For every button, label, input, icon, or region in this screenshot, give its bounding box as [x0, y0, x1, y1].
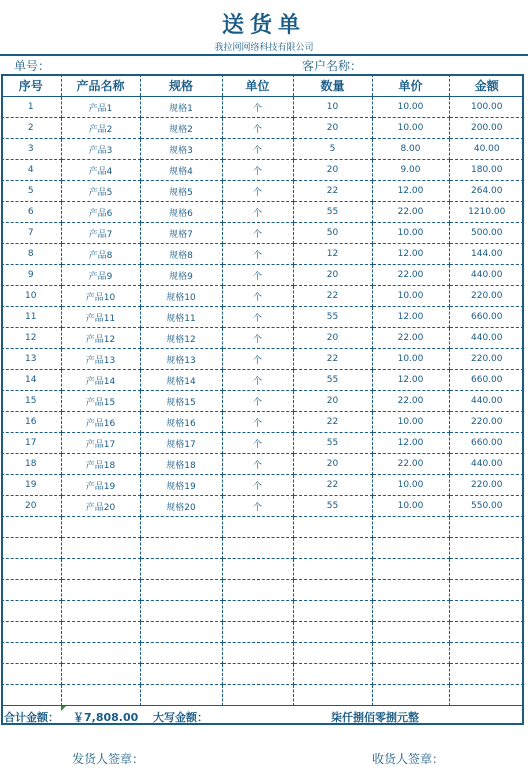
cell-index[interactable]: 13: [1, 349, 61, 370]
cell-index[interactable]: 17: [1, 433, 61, 454]
cell-amount[interactable]: 500.00: [449, 223, 524, 244]
cell-unit-price[interactable]: 22.00: [372, 391, 449, 412]
company-name: 我拉网网络科技有限公司: [214, 43, 314, 53]
cell-unit-price[interactable]: 10.00: [372, 349, 449, 370]
cell-index[interactable]: 3: [1, 139, 61, 160]
cell-index[interactable]: 4: [1, 160, 61, 181]
cell-unit[interactable]: 个: [222, 475, 293, 496]
cell-unit[interactable]: 个: [222, 223, 293, 244]
cell-amount[interactable]: 220.00: [449, 349, 524, 370]
cell-index[interactable]: 8: [1, 244, 61, 265]
cell-unit[interactable]: 个: [222, 97, 293, 118]
cell-amount[interactable]: 1210.00: [449, 202, 524, 223]
column-header[interactable]: 序号: [1, 74, 61, 97]
cell-amount[interactable]: 200.00: [449, 118, 524, 139]
cell-spec[interactable]: 规格18: [140, 454, 222, 475]
cell-unit[interactable]: 个: [222, 181, 293, 202]
cell-unit-price[interactable]: 8.00: [372, 139, 449, 160]
cell-quantity[interactable]: 20: [293, 454, 372, 475]
cell-amount[interactable]: 660.00: [449, 370, 524, 391]
cell-spec[interactable]: 规格13: [140, 349, 222, 370]
cell-quantity[interactable]: 55: [293, 433, 372, 454]
cell-quantity[interactable]: 20: [293, 118, 372, 139]
cell-quantity[interactable]: 55: [293, 307, 372, 328]
cell-quantity[interactable]: 22: [293, 349, 372, 370]
cell-product-name[interactable]: 产品16: [61, 412, 140, 433]
cell-quantity[interactable]: 20: [293, 391, 372, 412]
cell-unit[interactable]: 个: [222, 454, 293, 475]
cell-index[interactable]: 18: [1, 454, 61, 475]
cell-amount[interactable]: 440.00: [449, 265, 524, 286]
cell-amount[interactable]: 660.00: [449, 433, 524, 454]
cell-quantity[interactable]: 12: [293, 244, 372, 265]
cell-spec[interactable]: 规格5: [140, 181, 222, 202]
cell-index[interactable]: 10: [1, 286, 61, 307]
cell-product-name[interactable]: 产品10: [61, 286, 140, 307]
cell-spec[interactable]: 规格17: [140, 433, 222, 454]
cell-unit-price[interactable]: 22.00: [372, 265, 449, 286]
column-header[interactable]: 金额: [449, 74, 524, 97]
cell-spec[interactable]: 规格3: [140, 139, 222, 160]
cell-amount[interactable]: 440.00: [449, 328, 524, 349]
cell-product-name[interactable]: 产品4: [61, 160, 140, 181]
shipper-signature-label: 发货人签章：: [72, 752, 145, 766]
cell-quantity[interactable]: 55: [293, 370, 372, 391]
uppercase-amount-label: 大写金额：: [153, 711, 208, 724]
cell-amount[interactable]: 100.00: [449, 97, 524, 118]
cell-unit-price[interactable]: 12.00: [372, 370, 449, 391]
cell-product-name[interactable]: 产品6: [61, 202, 140, 223]
cell-product-name[interactable]: 产品17: [61, 433, 140, 454]
cell-amount[interactable]: 220.00: [449, 286, 524, 307]
receiver-signature-label: 收货人签章：: [372, 752, 445, 766]
cell-product-name[interactable]: 产品11: [61, 307, 140, 328]
cell-spec[interactable]: 规格8: [140, 244, 222, 265]
cell-product-name[interactable]: 产品1: [61, 97, 140, 118]
cell-product-name[interactable]: 产品5: [61, 181, 140, 202]
cell-unit[interactable]: 个: [222, 412, 293, 433]
cell-quantity[interactable]: 22: [293, 286, 372, 307]
cell-spec[interactable]: 规格20: [140, 496, 222, 517]
page-title: 送货单: [221, 13, 306, 38]
cell-unit[interactable]: 个: [222, 244, 293, 265]
cell-unit-price[interactable]: 12.00: [372, 307, 449, 328]
cell-index[interactable]: 15: [1, 391, 61, 412]
cell-unit[interactable]: 个: [222, 286, 293, 307]
cell-unit[interactable]: 个: [222, 202, 293, 223]
cell-index[interactable]: 7: [1, 223, 61, 244]
cell-spec[interactable]: 规格6: [140, 202, 222, 223]
cell-unit[interactable]: 个: [222, 496, 293, 517]
cell-product-name[interactable]: 产品15: [61, 391, 140, 412]
cell-amount[interactable]: 220.00: [449, 412, 524, 433]
cell-spec[interactable]: 规格15: [140, 391, 222, 412]
cell-unit-price[interactable]: 12.00: [372, 244, 449, 265]
cell-amount[interactable]: 440.00: [449, 454, 524, 475]
uppercase-amount-value[interactable]: 柒仟捌佰零捌元整: [331, 711, 419, 724]
cell-quantity[interactable]: 10: [293, 97, 372, 118]
cell-product-name[interactable]: 产品13: [61, 349, 140, 370]
cell-unit-price[interactable]: 22.00: [372, 328, 449, 349]
order-number-label: 单号：: [14, 59, 51, 73]
cell-product-name[interactable]: 产品19: [61, 475, 140, 496]
cell-quantity[interactable]: 55: [293, 202, 372, 223]
cell-unit-price[interactable]: 10.00: [372, 412, 449, 433]
cell-amount[interactable]: 660.00: [449, 307, 524, 328]
cell-spec[interactable]: 规格14: [140, 370, 222, 391]
cell-spec[interactable]: 规格19: [140, 475, 222, 496]
cell-unit-price[interactable]: 22.00: [372, 202, 449, 223]
total-amount-label: 合计金额：: [4, 711, 59, 724]
cell-unit-price[interactable]: 10.00: [372, 475, 449, 496]
cell-index[interactable]: 11: [1, 307, 61, 328]
cell-index[interactable]: 9: [1, 265, 61, 286]
cell-index[interactable]: 6: [1, 202, 61, 223]
cell-index[interactable]: 5: [1, 181, 61, 202]
cell-product-name[interactable]: 产品7: [61, 223, 140, 244]
cell-unit[interactable]: 个: [222, 349, 293, 370]
cell-product-name[interactable]: 产品12: [61, 328, 140, 349]
cell-unit-price[interactable]: 10.00: [372, 286, 449, 307]
cell-amount[interactable]: 144.00: [449, 244, 524, 265]
column-header[interactable]: 数量: [293, 74, 372, 97]
cell-quantity[interactable]: 20: [293, 160, 372, 181]
cell-product-name[interactable]: 产品20: [61, 496, 140, 517]
cell-unit[interactable]: 个: [222, 328, 293, 349]
cell-quantity[interactable]: 50: [293, 223, 372, 244]
table-border: [1, 74, 524, 725]
cell-index[interactable]: 16: [1, 412, 61, 433]
cell-quantity[interactable]: 55: [293, 496, 372, 517]
column-header[interactable]: 单价: [372, 74, 449, 97]
cell-amount[interactable]: 264.00: [449, 181, 524, 202]
cell-spec[interactable]: 规格1: [140, 97, 222, 118]
cell-unit-price[interactable]: 10.00: [372, 496, 449, 517]
cell-unit[interactable]: 个: [222, 160, 293, 181]
cell-unit-price[interactable]: 10.00: [372, 223, 449, 244]
cell-index[interactable]: 1: [1, 97, 61, 118]
cell-comment-marker: [61, 706, 66, 711]
column-header[interactable]: 单位: [222, 74, 293, 97]
cell-spec[interactable]: 规格12: [140, 328, 222, 349]
cell-unit[interactable]: 个: [222, 391, 293, 412]
cell-quantity[interactable]: 20: [293, 328, 372, 349]
cell-amount[interactable]: 440.00: [449, 391, 524, 412]
totals-row: [1, 705, 524, 726]
cell-quantity[interactable]: 22: [293, 475, 372, 496]
cell-unit[interactable]: 个: [222, 433, 293, 454]
cell-product-name[interactable]: 产品9: [61, 265, 140, 286]
cell-amount[interactable]: 40.00: [449, 139, 524, 160]
cell-amount[interactable]: 220.00: [449, 475, 524, 496]
cell-unit[interactable]: 个: [222, 265, 293, 286]
cell-unit-price[interactable]: 12.00: [372, 433, 449, 454]
column-header[interactable]: 产品名称: [61, 74, 140, 97]
header-divider: [0, 54, 528, 56]
cell-product-name[interactable]: 产品8: [61, 244, 140, 265]
cell-unit[interactable]: 个: [222, 139, 293, 160]
customer-name-label: 客户名称：: [302, 59, 363, 73]
cell-unit-price[interactable]: 10.00: [372, 97, 449, 118]
total-amount-value[interactable]: ￥7,808.00: [73, 711, 139, 724]
cell-product-name[interactable]: 产品3: [61, 139, 140, 160]
cell-spec[interactable]: 规格4: [140, 160, 222, 181]
cell-unit-price[interactable]: 10.00: [372, 118, 449, 139]
cell-index[interactable]: 2: [1, 118, 61, 139]
cell-quantity[interactable]: 22: [293, 181, 372, 202]
cell-quantity[interactable]: 22: [293, 412, 372, 433]
cell-spec[interactable]: 规格10: [140, 286, 222, 307]
cell-index[interactable]: 19: [1, 475, 61, 496]
cell-unit[interactable]: 个: [222, 370, 293, 391]
cell-spec[interactable]: 规格7: [140, 223, 222, 244]
cell-index[interactable]: 14: [1, 370, 61, 391]
cell-spec[interactable]: 规格16: [140, 412, 222, 433]
cell-amount[interactable]: 180.00: [449, 160, 524, 181]
cell-amount[interactable]: 550.00: [449, 496, 524, 517]
cell-spec[interactable]: 规格2: [140, 118, 222, 139]
cell-index[interactable]: 12: [1, 328, 61, 349]
cell-spec[interactable]: 规格11: [140, 307, 222, 328]
cell-unit[interactable]: 个: [222, 307, 293, 328]
column-header[interactable]: 规格: [140, 74, 222, 97]
cell-product-name[interactable]: 产品18: [61, 454, 140, 475]
cell-unit-price[interactable]: 22.00: [372, 454, 449, 475]
cell-product-name[interactable]: 产品14: [61, 370, 140, 391]
cell-unit-price[interactable]: 12.00: [372, 181, 449, 202]
cell-quantity[interactable]: 20: [293, 265, 372, 286]
cell-quantity[interactable]: 5: [293, 139, 372, 160]
cell-unit-price[interactable]: 9.00: [372, 160, 449, 181]
cell-index[interactable]: 20: [1, 496, 61, 517]
cell-unit[interactable]: 个: [222, 118, 293, 139]
cell-spec[interactable]: 规格9: [140, 265, 222, 286]
cell-product-name[interactable]: 产品2: [61, 118, 140, 139]
